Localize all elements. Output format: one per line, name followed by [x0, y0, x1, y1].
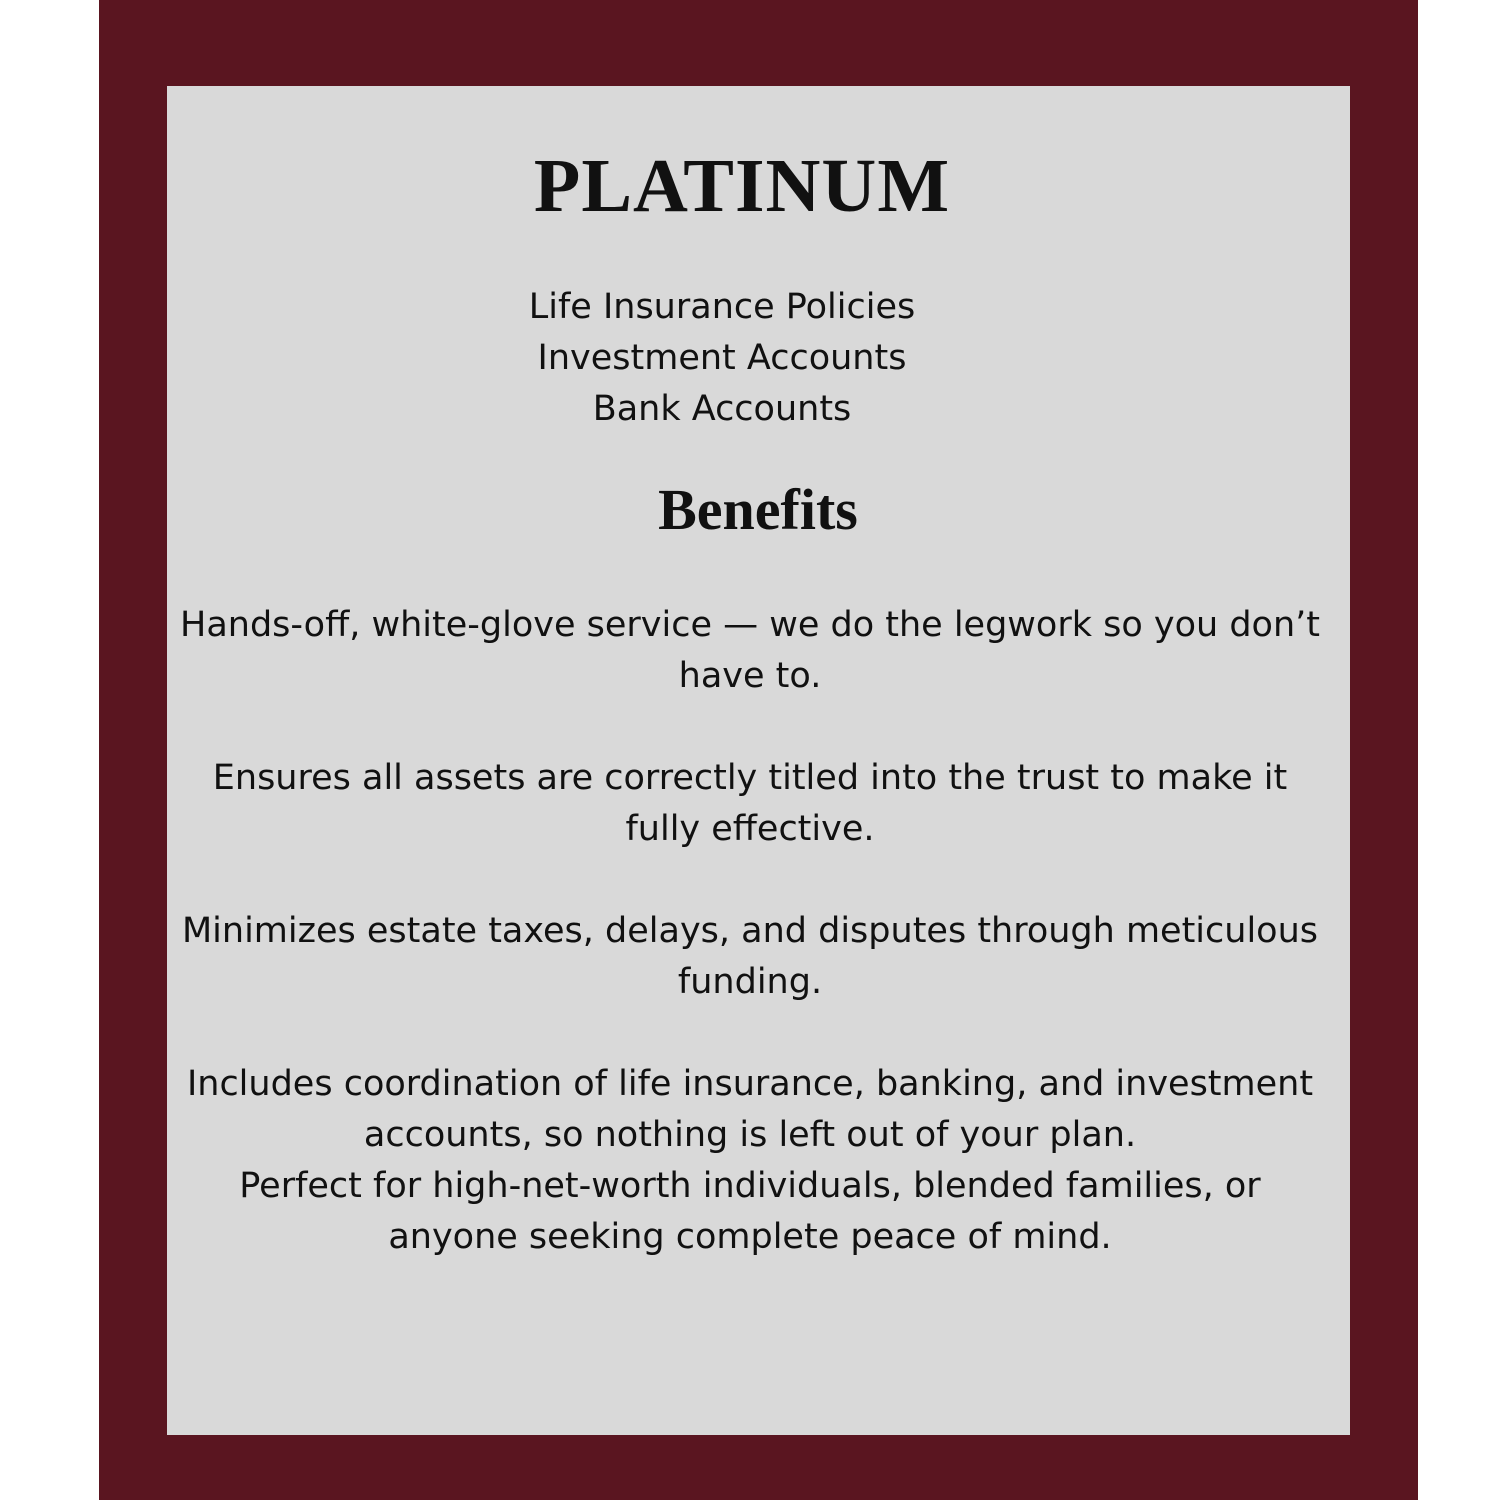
benefit-item: Includes coordination of life insurance, banking, and investment accounts, so nothing is left out of your plan.: [186, 1064, 1314, 1155]
asset-list: [0, 282, 1500, 435]
benefit-item: Hands-off, white-glove service — we do the legwork so you don’t have to.: [180, 605, 1320, 696]
asset-item: Life Insurance Policies: [528, 287, 916, 327]
asset-item: Bank Accounts: [592, 389, 852, 429]
benefits-list: [170, 600, 1330, 1263]
benefit-item: Ensures all assets are correctly titled into the trust to make it fully effective.: [212, 758, 1288, 849]
benefits-heading: Benefits: [658, 477, 858, 542]
asset-item: Investment Accounts: [537, 338, 907, 378]
page-title: PLATINUM: [533, 144, 951, 228]
benefit-item: Minimizes estate taxes, delays, and disputes through meticulous funding.: [181, 911, 1319, 1002]
benefit-item: Perfect for high-net-worth individuals, blended families, or anyone seeking complete peace of mind.: [239, 1166, 1261, 1257]
